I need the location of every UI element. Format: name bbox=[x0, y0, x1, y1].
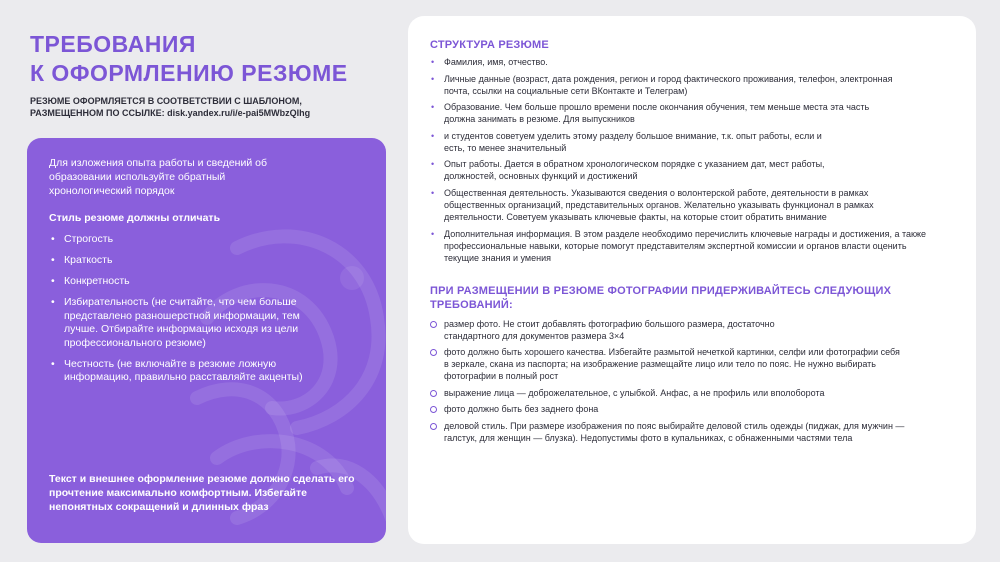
style-tips-list bbox=[49, 233, 364, 385]
style-tips-intro: Для изложения опыта работы и сведений об образовании используйте обратный хронологический порядок bbox=[49, 157, 267, 197]
structure-heading: СТРУКТУРА РЕЗЮМЕ bbox=[430, 39, 549, 51]
list-item: • Личные данные (возраст, дата рождения, регион и город фактического проживания, телефон, электронная почта, ссылки на социальные сети ВКонтакте и Телеграм) bbox=[430, 73, 900, 97]
style-tips-footer: Текст и внешнее оформление резюме должно сделать его прочтение максимально комфортным. Избегайте непонятных сокращений и длинных фраз bbox=[49, 473, 355, 513]
list-item: фото должно быть хорошего качества. Избегайте размытой нечеткой картинки, селфи или фотографии себя в зеркале, скана из паспорта; на изображение размещайте лицо или тело по пояс. Не нужно выбирать фотографии в полный рост bbox=[430, 346, 900, 382]
list-item: • Фамилия, имя, отчество. bbox=[430, 56, 956, 68]
list-item: размер фото. Не стоит добавлять фотографию большого размера, достаточно стандартного для документов размера 3×4 bbox=[430, 318, 790, 342]
page-subtitle bbox=[30, 95, 390, 119]
subtitle-line-1: РЕЗЮМЕ ОФОРМЛЯЕТСЯ В СООТВЕТСТВИИ С ШАБЛОНОМ, bbox=[30, 96, 302, 106]
list-item: • Краткость bbox=[49, 254, 364, 268]
photo-requirements-list bbox=[430, 318, 956, 444]
list-item: • Дополнительная информация. В этом разделе необходимо перечислить ключевые награды и достижения, а также профессиональные навыки, которые помогут представителям экспертной комиссии и органов власти оценить текущие знания и умения bbox=[430, 228, 930, 264]
list-item: • Опыт работы. Дается в обратном хронологическом порядке с указанием дат, мест работы, должностей, основных функций и достижений bbox=[430, 158, 850, 182]
list-item: • Строгость bbox=[49, 233, 364, 247]
list-item: • Честность (не включайте в резюме ложную информацию, правильно расставляйте акценты) bbox=[49, 358, 334, 385]
page-title-line-1: ТРЕБОВАНИЯ bbox=[30, 31, 196, 57]
subtitle-line-2: РАЗМЕЩЕННОМ ПО ССЫЛКЕ: disk.yandex.ru/i/e-pai5MWbzQIhg bbox=[30, 108, 311, 118]
list-item: • Избирательность (не считайте, что чем больше представлено разношерстной информации, тем лучше. Отбирайте информацию исходя из цели профессионального резюме) bbox=[49, 296, 319, 350]
list-item: • Общественная деятельность. Указываются сведения о волонтерской работе, деятельности в рамках общественных организаций, представительных органов. Желательно указывать функционал в рамках деятельности. Советуем указывать ключевые факты, на которые стоит обратить внимание bbox=[430, 187, 930, 223]
list-item: деловой стиль. При размере изображения по пояс выбирайте деловой стиль одежды (пиджак, для мужчин — галстук, для женщин — блузка). Недопустимы фото в купальниках, с обнаженными частями тела bbox=[430, 420, 920, 444]
list-item: выражение лица — доброжелательное, с улыбкой. Анфас, а не профиль или вполоборота bbox=[430, 387, 956, 399]
style-tips-heading: Стиль резюме должны отличать bbox=[49, 212, 221, 224]
page-title-line-2: К ОФОРМЛЕНИЮ РЕЗЮМЕ bbox=[30, 60, 348, 86]
style-tips-card bbox=[27, 138, 386, 543]
list-item: • и студентов советуем уделить этому разделу большое внимание, т.к. опыт работы, если и есть, то менее значительный bbox=[430, 130, 830, 154]
photo-requirements-heading: ПРИ РАЗМЕЩЕНИИ В РЕЗЮМЕ ФОТОГРАФИИ ПРИДЕРЖИВАЙТЕСЬ СЛЕДУЮЩИХ ТРЕБОВАНИЙ: bbox=[430, 284, 892, 311]
structure-list bbox=[430, 56, 956, 264]
list-item: • Конкретность bbox=[49, 275, 364, 289]
page-title bbox=[30, 30, 348, 88]
list-item: • Образование. Чем больше прошло времени после окончания обучения, тем меньше места эта часть должна занимать в резюме. Для выпускников bbox=[430, 101, 900, 125]
list-item: фото должно быть без заднего фона bbox=[430, 403, 956, 415]
resume-structure-card bbox=[408, 16, 976, 544]
